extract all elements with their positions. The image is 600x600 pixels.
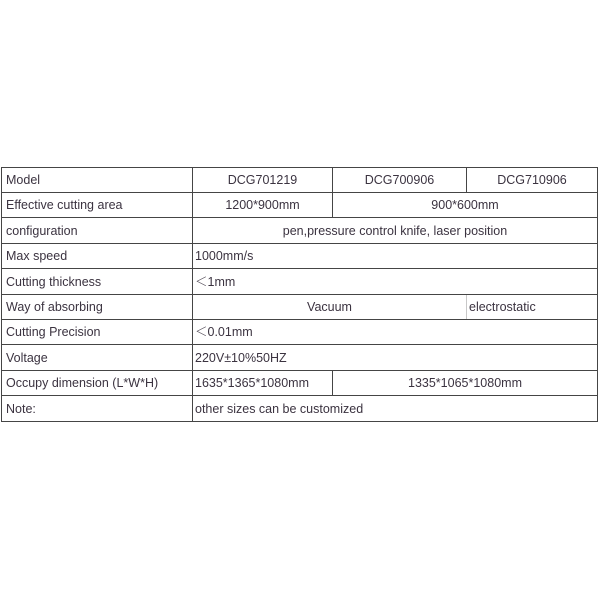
row-voltage [2, 345, 598, 371]
value-cell: 1000mm/s [193, 244, 598, 269]
value-cell: 1200*900mm [193, 193, 333, 218]
row-label: Cutting Precision [2, 320, 193, 345]
value-cell: ＜1mm [193, 269, 598, 295]
row-label: Occupy dimension (L*W*H) [2, 371, 193, 396]
row-label: Note: [2, 396, 193, 422]
model-cell: DCG710906 [467, 168, 598, 193]
row-cutting-precision [2, 320, 598, 345]
row-label: configuration [2, 218, 193, 244]
row-label: Voltage [2, 345, 193, 371]
value-cell: ＜0.01mm [193, 320, 598, 345]
value-cell: Vacuum [193, 295, 467, 320]
row-label: Model [2, 168, 193, 193]
row-max-speed [2, 244, 598, 269]
row-effective-cutting-area [2, 193, 598, 218]
value-cell: 1635*1365*1080mm [193, 371, 333, 396]
value-cell: pen,pressure control knife, laser position [193, 218, 598, 244]
spec-table [1, 167, 598, 422]
row-label: Effective cutting area [2, 193, 193, 218]
model-cell: DCG701219 [193, 168, 333, 193]
row-label: Way of absorbing [2, 295, 193, 320]
value-cell: 220V±10%50HZ [193, 345, 598, 371]
row-cutting-thickness [2, 269, 598, 295]
row-note [2, 396, 598, 422]
row-configuration [2, 218, 598, 244]
value-cell: 1335*1065*1080mm [333, 371, 598, 396]
model-cell: DCG700906 [333, 168, 467, 193]
value-cell: 900*600mm [333, 193, 598, 218]
row-way-of-absorbing [2, 295, 598, 320]
row-label: Cutting thickness [2, 269, 193, 295]
value-cell: electrostatic [467, 295, 598, 320]
row-occupy-dimension [2, 371, 598, 396]
value-cell: other sizes can be customized [193, 396, 598, 422]
row-label: Max speed [2, 244, 193, 269]
row-model [2, 168, 598, 193]
